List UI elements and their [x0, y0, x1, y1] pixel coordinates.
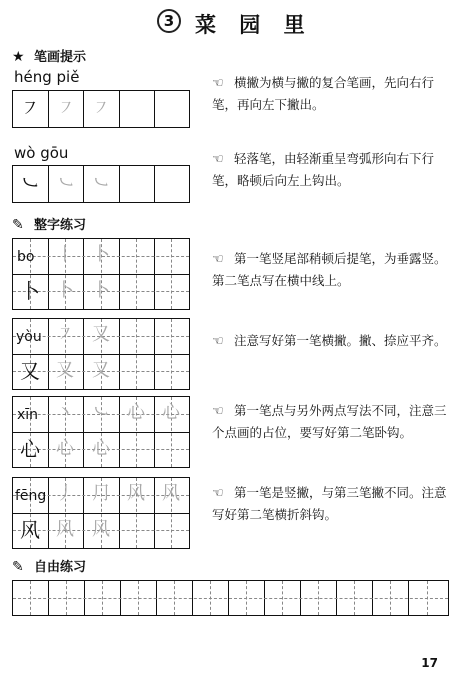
tip-text: ☜ 轻落笔，由轻渐重呈弯弧形向右下行笔，略顿后向左上钩出。 [212, 151, 435, 188]
lesson-number: 3 [157, 9, 181, 33]
trace-glyph: 风 [127, 483, 145, 504]
tip-text: ☜ 横撇为横与撇的复合笔画，先向右行笔，再向左下撇出。 [212, 75, 435, 112]
tip-text: ☜ 第一笔是竖撇，与第三笔撇不同。注意写好第二笔横折斜钩。 [212, 485, 447, 522]
trace-glyph: ㇃ [92, 402, 110, 423]
trace-glyph: ㇃ [92, 173, 110, 194]
char-grid [12, 396, 190, 468]
stroke-pinyin: héng piě [14, 68, 80, 86]
trace-glyph: 风 [92, 519, 110, 540]
trace-glyph: 又 [92, 360, 110, 381]
char-grid [12, 477, 190, 549]
char-pinyin: fēng [15, 488, 47, 504]
char-glyph: 又 [20, 359, 40, 383]
pointing-hand-icon: ☜ [212, 152, 224, 167]
stroke-glyph: ㇇ [20, 96, 40, 120]
trace-glyph: 又 [56, 360, 74, 381]
trace-glyph: ㇇ [57, 98, 75, 119]
free-practice-grid [12, 580, 449, 616]
trace-glyph: 卜 [92, 280, 110, 301]
trace-glyph: 又 [92, 324, 110, 345]
stroke-glyph: ㇃ [20, 171, 40, 195]
char-grid [12, 318, 190, 390]
pencil-icon: ✎ [12, 217, 24, 233]
char-glyph: 风 [20, 518, 40, 542]
trace-glyph: 风 [56, 519, 74, 540]
char-grid [12, 238, 190, 310]
pointing-hand-icon: ☜ [212, 334, 224, 349]
stroke-grid [12, 165, 190, 203]
section-stroke-hints: ★ 笔画提示 [12, 49, 87, 65]
trace-glyph: ㇇ [56, 324, 74, 345]
char-pinyin: bo [17, 249, 35, 265]
stroke-pinyin: wò gōu [14, 144, 69, 162]
trace-glyph: ㇇ [92, 98, 110, 119]
char-glyph: 心 [20, 437, 40, 461]
pointing-hand-icon: ☜ [212, 76, 224, 91]
trace-glyph: 丨 [56, 244, 74, 265]
trace-glyph: 卜 [56, 280, 74, 301]
trace-glyph: ⺆ [92, 483, 110, 504]
trace-glyph: 丶 [56, 402, 74, 423]
pointing-hand-icon: ☜ [212, 486, 224, 501]
trace-glyph: 心 [92, 438, 110, 459]
trace-glyph: 丿 [56, 483, 74, 504]
trace-glyph: 风 [162, 483, 180, 504]
star-icon: ★ [12, 49, 25, 65]
char-glyph: 卜 [20, 279, 40, 303]
pencil-icon: ✎ [12, 559, 24, 575]
section-whole-char: ✎ 整字练习 [12, 217, 87, 233]
stroke-grid [12, 90, 190, 128]
page-number: 17 [421, 656, 438, 670]
tip-text: ☜ 第一笔点与另外两点写法不同，注意三个点画的占位，要写好第二笔卧钩。 [212, 403, 447, 440]
tip-text: ☜ 第一笔竖尾部稍顿后提笔，为垂露竖。第二笔点写在横中线上。 [212, 251, 447, 288]
pointing-hand-icon: ☜ [212, 252, 224, 267]
char-pinyin: yòu [16, 329, 42, 345]
section-free-practice: ✎ 自由练习 [12, 559, 87, 575]
tip-text: ☜ 注意写好第一笔横撇。撇、捺应平齐。 [212, 330, 448, 352]
trace-glyph: 心 [56, 438, 74, 459]
char-pinyin: xīn [17, 407, 39, 423]
page-title: 菜 园 里 [195, 13, 313, 37]
pointing-hand-icon: ☜ [212, 404, 224, 419]
trace-glyph: 心 [162, 402, 180, 423]
trace-glyph: 卜 [92, 244, 110, 265]
trace-glyph: ㇃ [57, 173, 75, 194]
trace-glyph: 心 [127, 402, 145, 423]
